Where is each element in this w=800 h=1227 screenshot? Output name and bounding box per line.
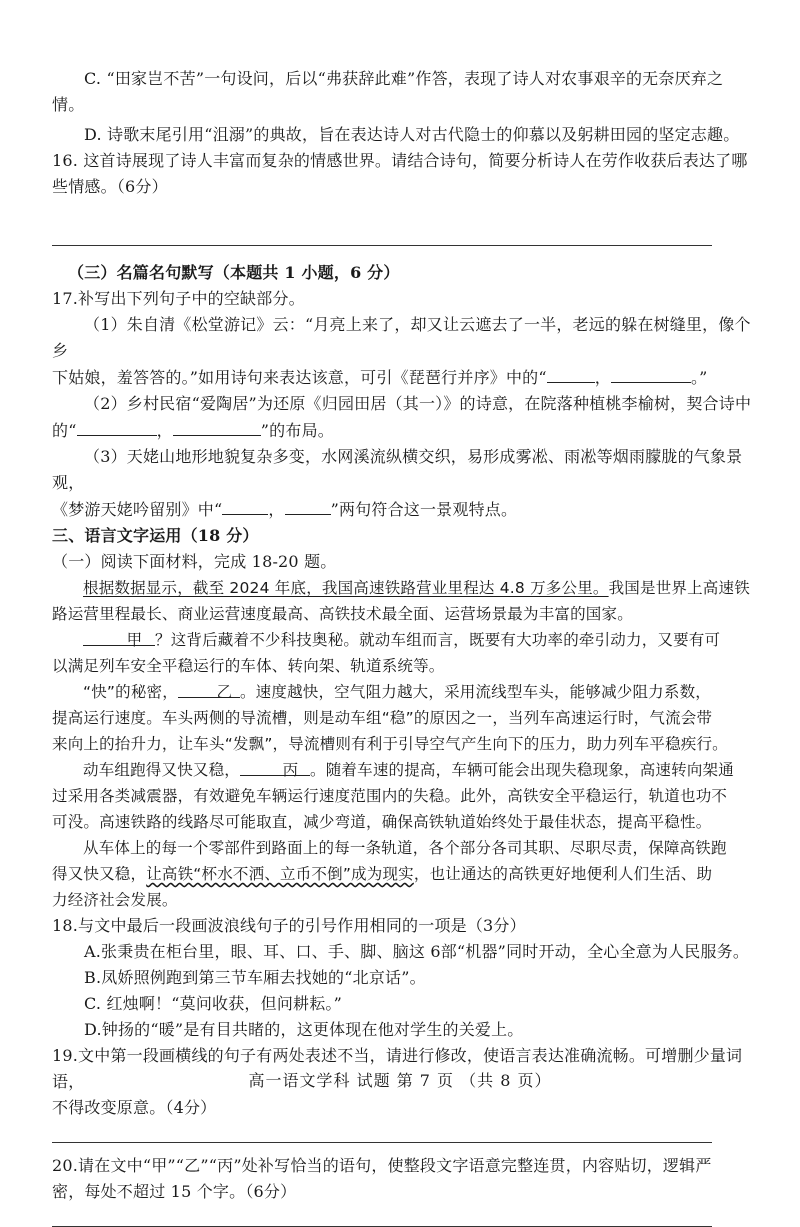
q18-option-c[interactable]: C. 红烛啊！“莫问收获，但问耕耘。” bbox=[84, 994, 343, 1013]
q17-1-blank-a[interactable] bbox=[547, 364, 595, 383]
passage-p4-line1: 动车组跑得又快又稳， 丙 。随着车速的提高，车辆可能会出现失稳现象，高速转向架通 bbox=[52, 757, 752, 783]
q17-3-blank-b[interactable] bbox=[285, 496, 331, 515]
q15-option-c-line1: C. “田家岂不苦”一句设问，后以“弗获辞此难”作答，表现了诗人对农事艰辛的无奈厌弃之 bbox=[84, 69, 724, 88]
reading-passage bbox=[52, 575, 752, 913]
q17-1-blank-b[interactable] bbox=[611, 364, 691, 383]
q19-answer-line[interactable] bbox=[52, 1141, 712, 1143]
passage-p3-line2: 提高运行速度。车头两侧的导流槽，则是动车组“稳”的原因之一，当列车高速运行时，气流会带 bbox=[52, 709, 713, 727]
q19-stem-line1: 19.文中第一段画横线的句子有两处表述不当，请进行修改，使语言表达准确流畅。可增删少量词语， bbox=[52, 1046, 743, 1091]
passage-p2-line1: 甲 ？这背后藏着不少科技奥秘。就动车组而言，既要有大功率的牵引动力，又要有可 bbox=[52, 627, 752, 653]
q15-option-c-line2: 情。 bbox=[52, 95, 85, 114]
q16-answer-line[interactable] bbox=[52, 244, 712, 246]
passage-p1-line1: 根据数据显示，截至 2024 年底，我国高速铁路营业里程达 4.8 万多公里。我国是世界上高速铁 bbox=[83, 579, 750, 597]
passage-p4-line3: 可没。高速铁路的线路尽可能取直，减少弯道，确保高铁轨道始终处于最佳状态，提高平稳性。 bbox=[52, 813, 712, 831]
q17-item1-line1: （1）朱自清《松堂游记》云：“月亮上来了，却又让云遮去了一半，老远的躲在树缝里，像个乡 bbox=[52, 315, 751, 360]
q20-stem-line2: 密，每处不超过 15 个字。（6分） bbox=[52, 1182, 297, 1201]
q18-stem: 18.与文中最后一段画波浪线句子的引号作用相同的一项是（3分） bbox=[52, 916, 526, 935]
q17-item2-line2: 的“ ， ”的布局。 bbox=[52, 417, 752, 444]
q15-option-d: D. 诗歌末尾引用“沮溺”的典故，旨在表达诗人对古代隐士的仰慕以及躬耕田园的坚定志趣。 bbox=[84, 125, 740, 144]
q17-3-blank-a[interactable] bbox=[222, 496, 268, 515]
section3-heading: （三）名篇名句默写（本题共 1 小题，6 分） bbox=[68, 263, 400, 282]
q16-stem-line2: 些情感。（6分） bbox=[52, 177, 168, 196]
blank-bing[interactable]: 丙 bbox=[240, 757, 310, 776]
q19-stem-line2: 不得改变原意。（4分） bbox=[52, 1098, 217, 1117]
q17-item3-line2: 《梦游天姥吟留别》中“ ， ”两句符合这一景观特点。 bbox=[52, 496, 752, 523]
passage-p4-line2: 过采用各类减震器，有效避免车辆运行速度范围内的失稳。此外，高铁安全平稳运行，轨道也功不 bbox=[52, 787, 728, 805]
wavy-underlined-sentence: 让高铁“杯水不洒、立币不倒”成为现实 bbox=[146, 865, 414, 883]
part3-heading: 三、语言文字运用（18 分） bbox=[52, 526, 259, 545]
q17-item1-line2: 下姑娘，羞答答的。”如用诗句来表达该意，可引《琵琶行并序》中的“ ， 。” bbox=[52, 364, 752, 391]
q17-2-blank-a[interactable] bbox=[77, 417, 157, 436]
q18-option-b[interactable]: B.凤娇照例跑到第三节车厢去找她的“北京话”。 bbox=[84, 968, 426, 987]
blank-yi[interactable]: 乙 bbox=[178, 679, 240, 698]
page-footer: 高一语文学科 试题 第 7 页 （共 8 页） bbox=[248, 1071, 552, 1090]
q17-2-blank-b[interactable] bbox=[173, 417, 261, 436]
passage-p3-line1: “快”的秘密， 乙 。速度越快，空气阻力越大，采用流线型车头，能够减少阻力系数， bbox=[52, 679, 752, 705]
q17-item3-line1: （3）天姥山地形地貌复杂多变，水网溪流纵横交织，易形成雾凇、雨凇等烟雨朦胧的气象景观， bbox=[52, 447, 743, 492]
passage-p3-line3: 来向上的抬升力，让车头“发飘”，导流槽则有利于引导空气产生向下的压力，助力列车平稳疾行。 bbox=[52, 735, 728, 753]
passage-p1-line2: 路运营里程最长、商业运营速度最高、高铁技术最全面、运营场景最为丰富的国家。 bbox=[52, 605, 633, 623]
underlined-sentence: 根据数据显示，截至 2024 年底，我国高速铁路营业里程达 4.8 万多公里。 bbox=[83, 579, 609, 597]
passage-p2-line2: 以满足列车安全平稳运行的车体、转向架、轨道系统等。 bbox=[52, 657, 445, 675]
q18-option-d[interactable]: D.钟扬的“暖”是有目共睹的，这更体现在他对学生的关爱上。 bbox=[84, 1020, 524, 1039]
q18-option-a[interactable]: A.张秉贵在柜台里，眼、耳、口、手、脚、脑这 6部“机器”同时开动，全心全意为人民服务。 bbox=[84, 942, 750, 961]
part3-subheading: （一）阅读下面材料，完成 18-20 题。 bbox=[52, 552, 337, 571]
passage-p5-line1: 从车体上的每一个零部件到路面上的每一条轨道，各个部分各司其职、尽职尽责，保障高铁跑 bbox=[83, 839, 727, 857]
passage-p5-line2: 得又快又稳，让高铁“杯水不洒、立币不倒”成为现实，也让通达的高铁更好地便利人们生活、助 bbox=[52, 865, 713, 883]
q17-stem: 17.补写出下列句子中的空缺部分。 bbox=[52, 289, 305, 308]
blank-jia[interactable]: 甲 bbox=[83, 627, 155, 646]
passage-p5-line3: 力经济社会发展。 bbox=[52, 891, 178, 909]
q16-stem-line1: 16. 这首诗展现了诗人丰富而复杂的情感世界。请结合诗句，简要分析诗人在劳作收获后表达了哪 bbox=[52, 151, 748, 170]
q20-stem-line1: 20.请在文中“甲”“乙”“丙”处补写恰当的语句，使整段文字语意完整连贯，内容贴切，逻辑严 bbox=[52, 1156, 712, 1175]
q17-item2-line1: （2）乡村民宿“爱陶居”为还原《归园田居（其一）》的诗意，在院落种植桃李榆树，契合诗中 bbox=[84, 394, 752, 413]
exam-page bbox=[52, 66, 752, 1227]
